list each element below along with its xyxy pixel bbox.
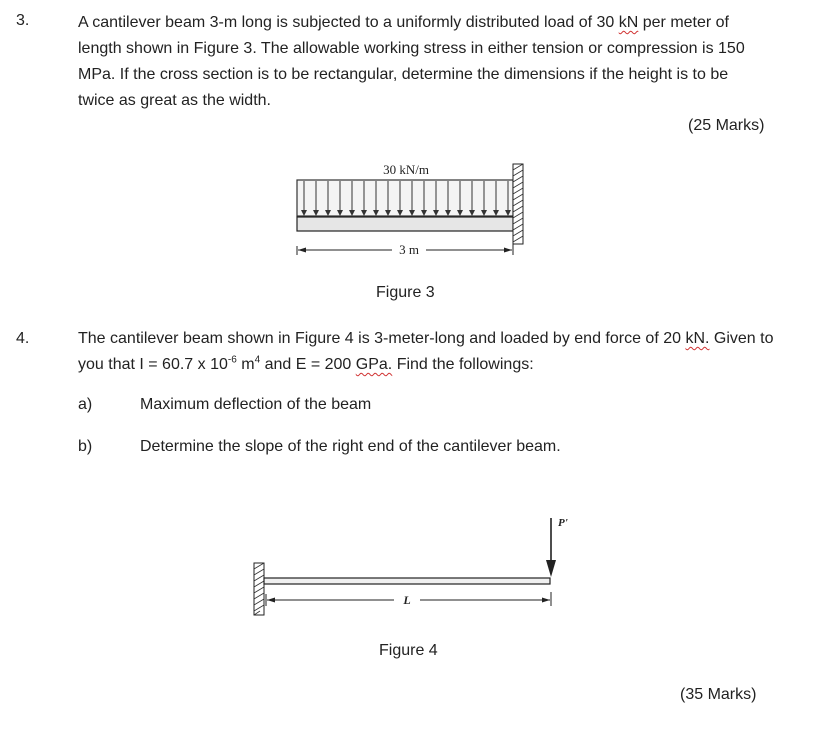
question-4-line-1: The cantilever beam shown in Figure 4 is 3-meter-long and loaded by end force of 20 kN. Given to [78,330,774,347]
question-4-number: 4. [16,330,30,347]
question-3-marks: (25 Marks) [688,117,765,134]
question-3-line-1: A cantilever beam 3-m long is subjected to a uniformly distributed load of 30 kN per meter of [78,14,729,31]
load-label: 30 kN/m [383,162,429,177]
wall-support [254,563,264,615]
force-arrow-head [546,560,556,577]
length-label: 3 m [399,242,419,257]
beam [297,217,513,231]
question-3-line-4: twice as great as the width. [78,92,271,109]
dimension-arrow-right [542,598,550,603]
dimension-arrow-left [298,248,306,253]
question-4-marks: (35 Marks) [680,686,757,703]
wall-support [513,164,523,244]
part-b-text: Determine the slope of the right end of the cantilever beam. [140,438,561,455]
part-a-text: Maximum deflection of the beam [140,396,372,413]
figure-4-diagram [250,508,570,616]
figure-4-caption: Figure 4 [379,642,438,659]
length-label: L [403,593,411,607]
question-3-line-2: length shown in Figure 3. The allowable working stress in either tension or compression is 150 [78,40,745,57]
figure-3-diagram [288,158,528,262]
question-3-text [78,10,813,114]
beam [264,578,550,584]
question-4-text [78,326,813,378]
figure-3-caption: Figure 3 [376,284,435,301]
part-b-label: b) [78,438,93,455]
question-3-number: 3. [16,12,30,29]
dimension-arrow-right [504,248,512,253]
question-3-line-3: MPa. If the cross section is to be rectangular, determine the dimensions if the height is to be [78,66,729,83]
dimension-arrow-left [267,598,275,603]
force-label: P' [558,517,568,529]
part-a-label: a) [78,396,93,413]
question-4-line-2: you that I = 60.7 x $10^{-6}$ $m^4$ and E = 200 GPa. Find the followings: [78,354,534,373]
